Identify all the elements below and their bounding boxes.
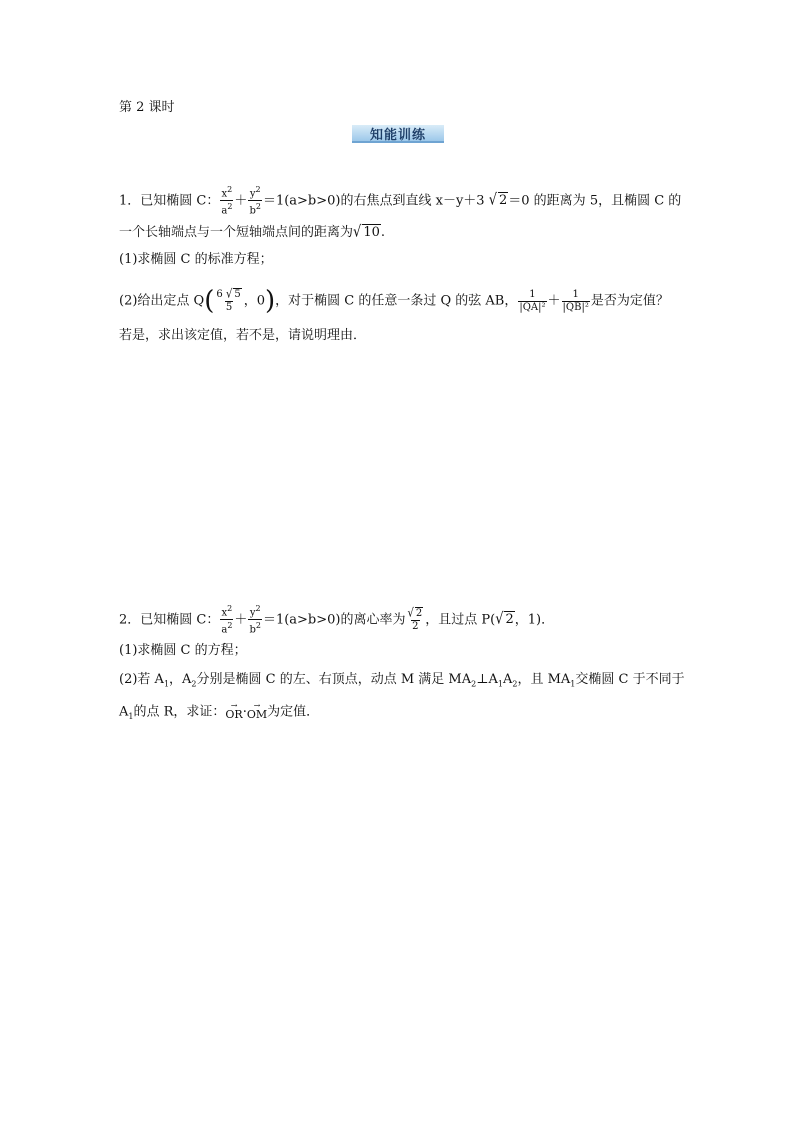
q1-number: 1．已知椭圆 C： <box>119 193 220 209</box>
eccentricity-fraction: $\frac{√ 2}{2}$ <box>407 606 423 632</box>
q2-part2: (2)若 $A_1$，$A_2$分别是椭圆 C 的左、右顶点，动点 M 满足 $MA_2\perp A_1A_2$，且 $MA_1$交椭圆 C 于不同于 <box>119 672 685 689</box>
lesson-label: 第 2 课时 <box>119 100 175 115</box>
q2-line1: 2．已知椭圆 C： $\frac{x^2}{a^2}$ ＋ $\frac{y^2}{b^2}$ ＝1(a>b>0)的离心率为 $\frac{√ 2}{2}$ ，且过点 P(√ 2，1)． <box>119 604 555 636</box>
vector-om: → OM <box>246 701 268 721</box>
q2-number: 2．已知椭圆 C： <box>119 612 220 628</box>
left-paren: ( <box>204 286 215 316</box>
q2-line4: $A_1$的点 R，求证： → OR · → OM 为定值． <box>119 701 320 722</box>
arrow-icon: → <box>253 701 261 710</box>
q1-part1: (1)求椭圆 C 的标准方程； <box>119 252 273 267</box>
q-coordinate-fraction: $\frac{6 √ 5}{5}$ <box>216 287 241 313</box>
y2-over-b2: $\frac{y^2}{b^2}$ <box>249 185 261 217</box>
q1-eq-rhs: ＝1(a>b>0)的右焦点到直线 x－y＋3 <box>262 193 485 209</box>
vector-or: → OR <box>225 701 243 721</box>
q2-part1: (1)求椭圆 C 的方程； <box>119 643 247 658</box>
inv-qa2: $\frac{1}{\text{|QA|²}}$ <box>519 288 546 313</box>
q1-line5: 若是，求出该定值，若不是，请说明理由． <box>119 328 367 343</box>
sqrt-icon: √ <box>488 191 497 210</box>
sqrt-icon: √ <box>495 610 504 629</box>
inv-qb2: $\frac{1}{\text{|QB|²}}$ <box>562 288 589 313</box>
x2-over-a2: $\frac{x^2}{a^2}$ <box>221 604 233 636</box>
sqrt-icon: √ <box>353 223 362 242</box>
q1-part2: (2)给出定点 Q( $\frac{6 √ 5}{5}$ ，0)，对于椭圆 C 的任意一条过 Q 的弦 AB， $\frac{1}{\text{|QA|²}}$ ＋ $\frac{1}{\text{|QB|²}}$ 是否为定值？ <box>119 286 669 316</box>
y2-over-b2: $\frac{y^2}{b^2}$ <box>249 604 261 636</box>
q1-line2: 一个长轴端点与一个短轴端点间的距离为√ 10. <box>119 223 385 242</box>
right-paren: ) <box>264 286 276 316</box>
section-banner: 知能训练 <box>352 125 444 143</box>
x2-over-a2: $\frac{x^2}{a^2}$ <box>221 185 233 217</box>
q1-line1: 1．已知椭圆 C： $\frac{x^2}{a^2}$ ＋ $\frac{y^2}{b^2}$ ＝1(a>b>0)的右焦点到直线 x－y＋3 √ 2＝0 的距离为 5，且椭圆 C 的 <box>119 185 682 217</box>
arrow-icon: → <box>230 701 238 710</box>
